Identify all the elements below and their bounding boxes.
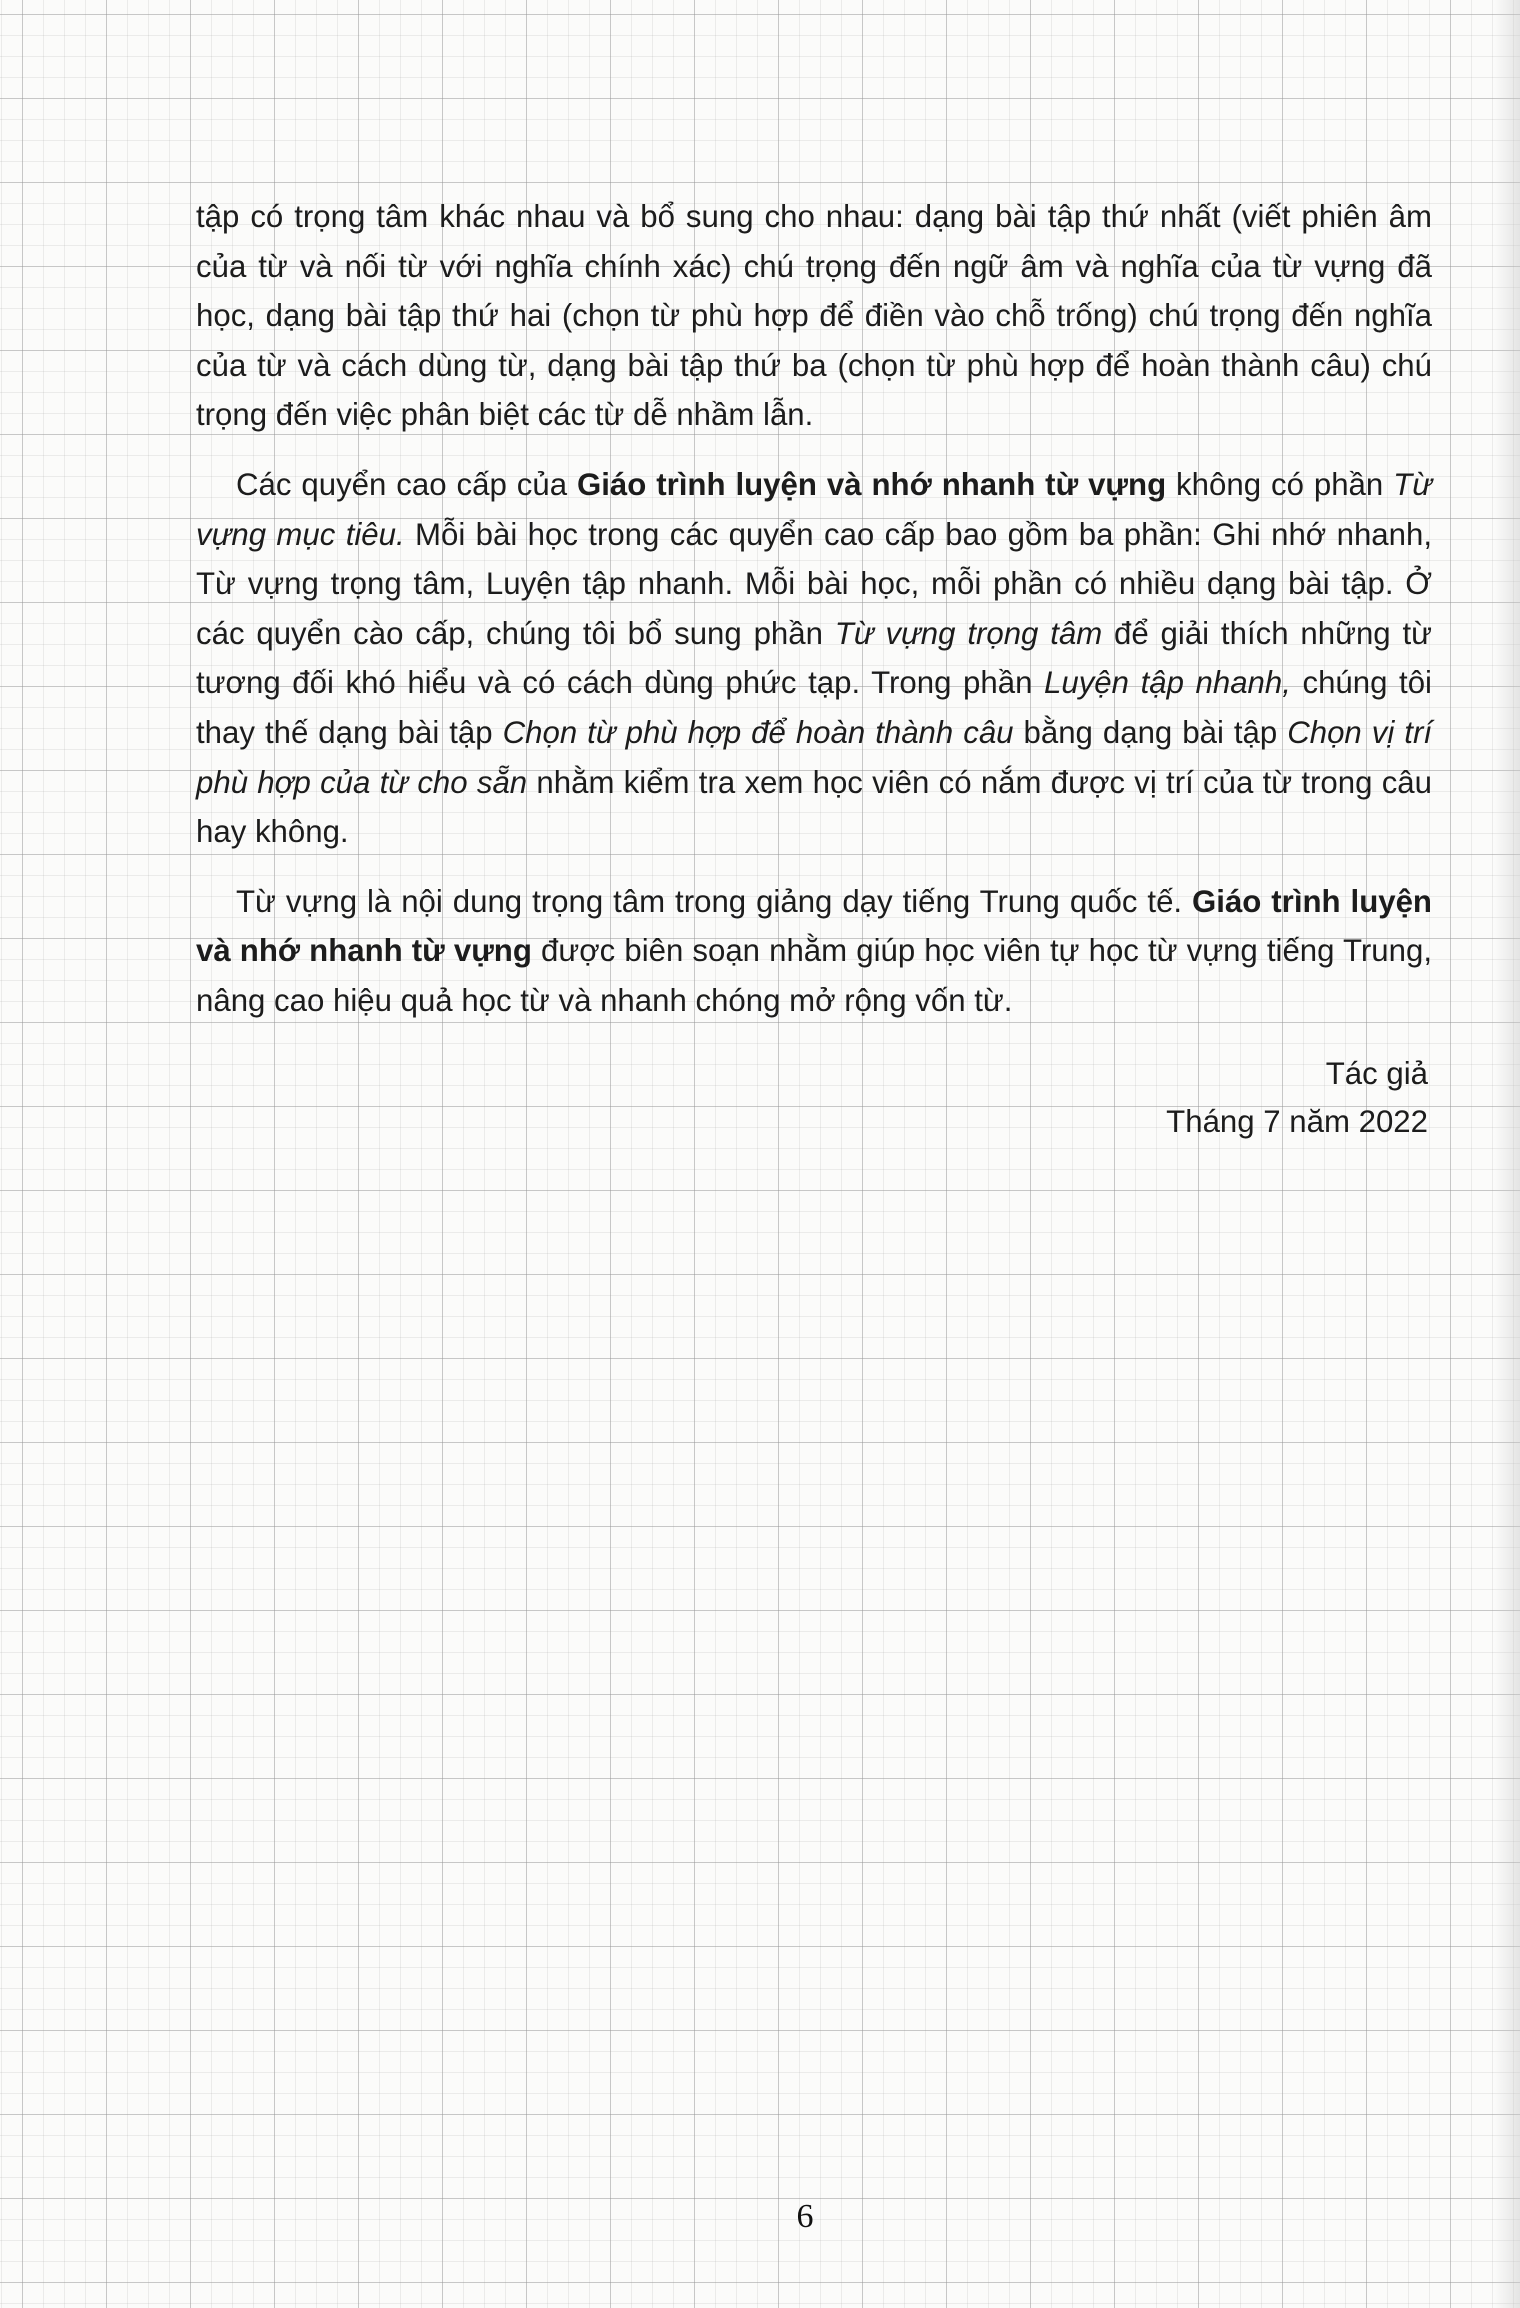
signature-author: Tác giả	[1325, 1056, 1428, 1091]
paragraph-2-text: Các quyển cao cấp của	[236, 466, 577, 502]
book-title-bold: Giáo trình luyện và nhớ nhanh từ vựng	[576, 466, 1167, 502]
paragraph-2-text: bằng dạng bài tập	[1013, 714, 1288, 750]
signature-block	[1166, 1050, 1428, 1146]
paragraph-2-text: nhằm kiểm tra xem học viên có nắm được vị trí của từ trong câu hay không.	[196, 764, 1432, 850]
section-name-italic: Luyện tập nhanh,	[1044, 665, 1291, 701]
exercise-name-italic: Chọn từ phù hợp để hoàn thành câu	[502, 714, 1014, 750]
exercise-name-italic: Chọn vị trí phù hợp của từ cho sẵn	[196, 714, 1432, 800]
paragraph-2-text: Mỗi bài học trong các quyển cao cấp bao gồm ba phần: Ghi nhớ nhanh, Từ vựng trọng tâm, Luyện tập nhanh. Mỗi bài học, mỗi phần có nhiều dạng bài tập. Ở các quyển cào cấp, chúng tôi bổ sung phần	[196, 516, 1432, 651]
paragraph-1	[196, 192, 1432, 440]
signature-date: Tháng 7 năm 2022	[1166, 1104, 1428, 1139]
paragraph-3	[196, 877, 1432, 1026]
section-name-italic: Từ vựng mục tiêu.	[196, 466, 1432, 552]
body-text	[196, 192, 1432, 1046]
paragraph-3-text: được biên soạn nhằm giúp học viên tự học từ vựng tiếng Trung, nâng cao hiệu quả học từ và nhanh chóng mở rộng vốn từ.	[196, 933, 1433, 1018]
paragraph-2-text: chúng tôi thay thế dạng bài tập	[196, 665, 1432, 750]
paragraph-2	[196, 460, 1432, 857]
paragraph-1-text: tập có trọng tâm khác nhau và bổ sung cho nhau: dạng bài tập thứ nhất (viết phiên âm của từ và nối từ với nghĩa chính xác) chú trọng đến ngữ âm và nghĩa của từ vựng đã học, dạng bài tập thứ hai (chọn từ phù hợp để điền vào chỗ trống) chú trọng đến nghĩa của từ và cách dùng từ, dạng bài tập thứ ba (chọn từ phù hợp để hoàn thành câu) chú trọng đến việc phân biệt các từ dễ nhầm lẫn.	[196, 199, 1432, 433]
page-number: 6	[796, 2198, 814, 2235]
section-name-italic: Từ vựng trọng tâm	[834, 615, 1103, 651]
paragraph-3-text: Từ vựng là nội dung trọng tâm trong giảng dạy tiếng Trung quốc tế.	[236, 883, 1193, 919]
paragraph-2-text: để giải thích những từ tương đối khó hiểu và có cách dùng phức tạp. Trong phần	[196, 615, 1432, 701]
page-edge-shadow	[1494, 0, 1520, 2308]
paragraph-2-text: không có phần	[1166, 466, 1394, 502]
book-title-bold: Giáo trình luyện và nhớ nhanh từ vựng	[196, 883, 1432, 969]
